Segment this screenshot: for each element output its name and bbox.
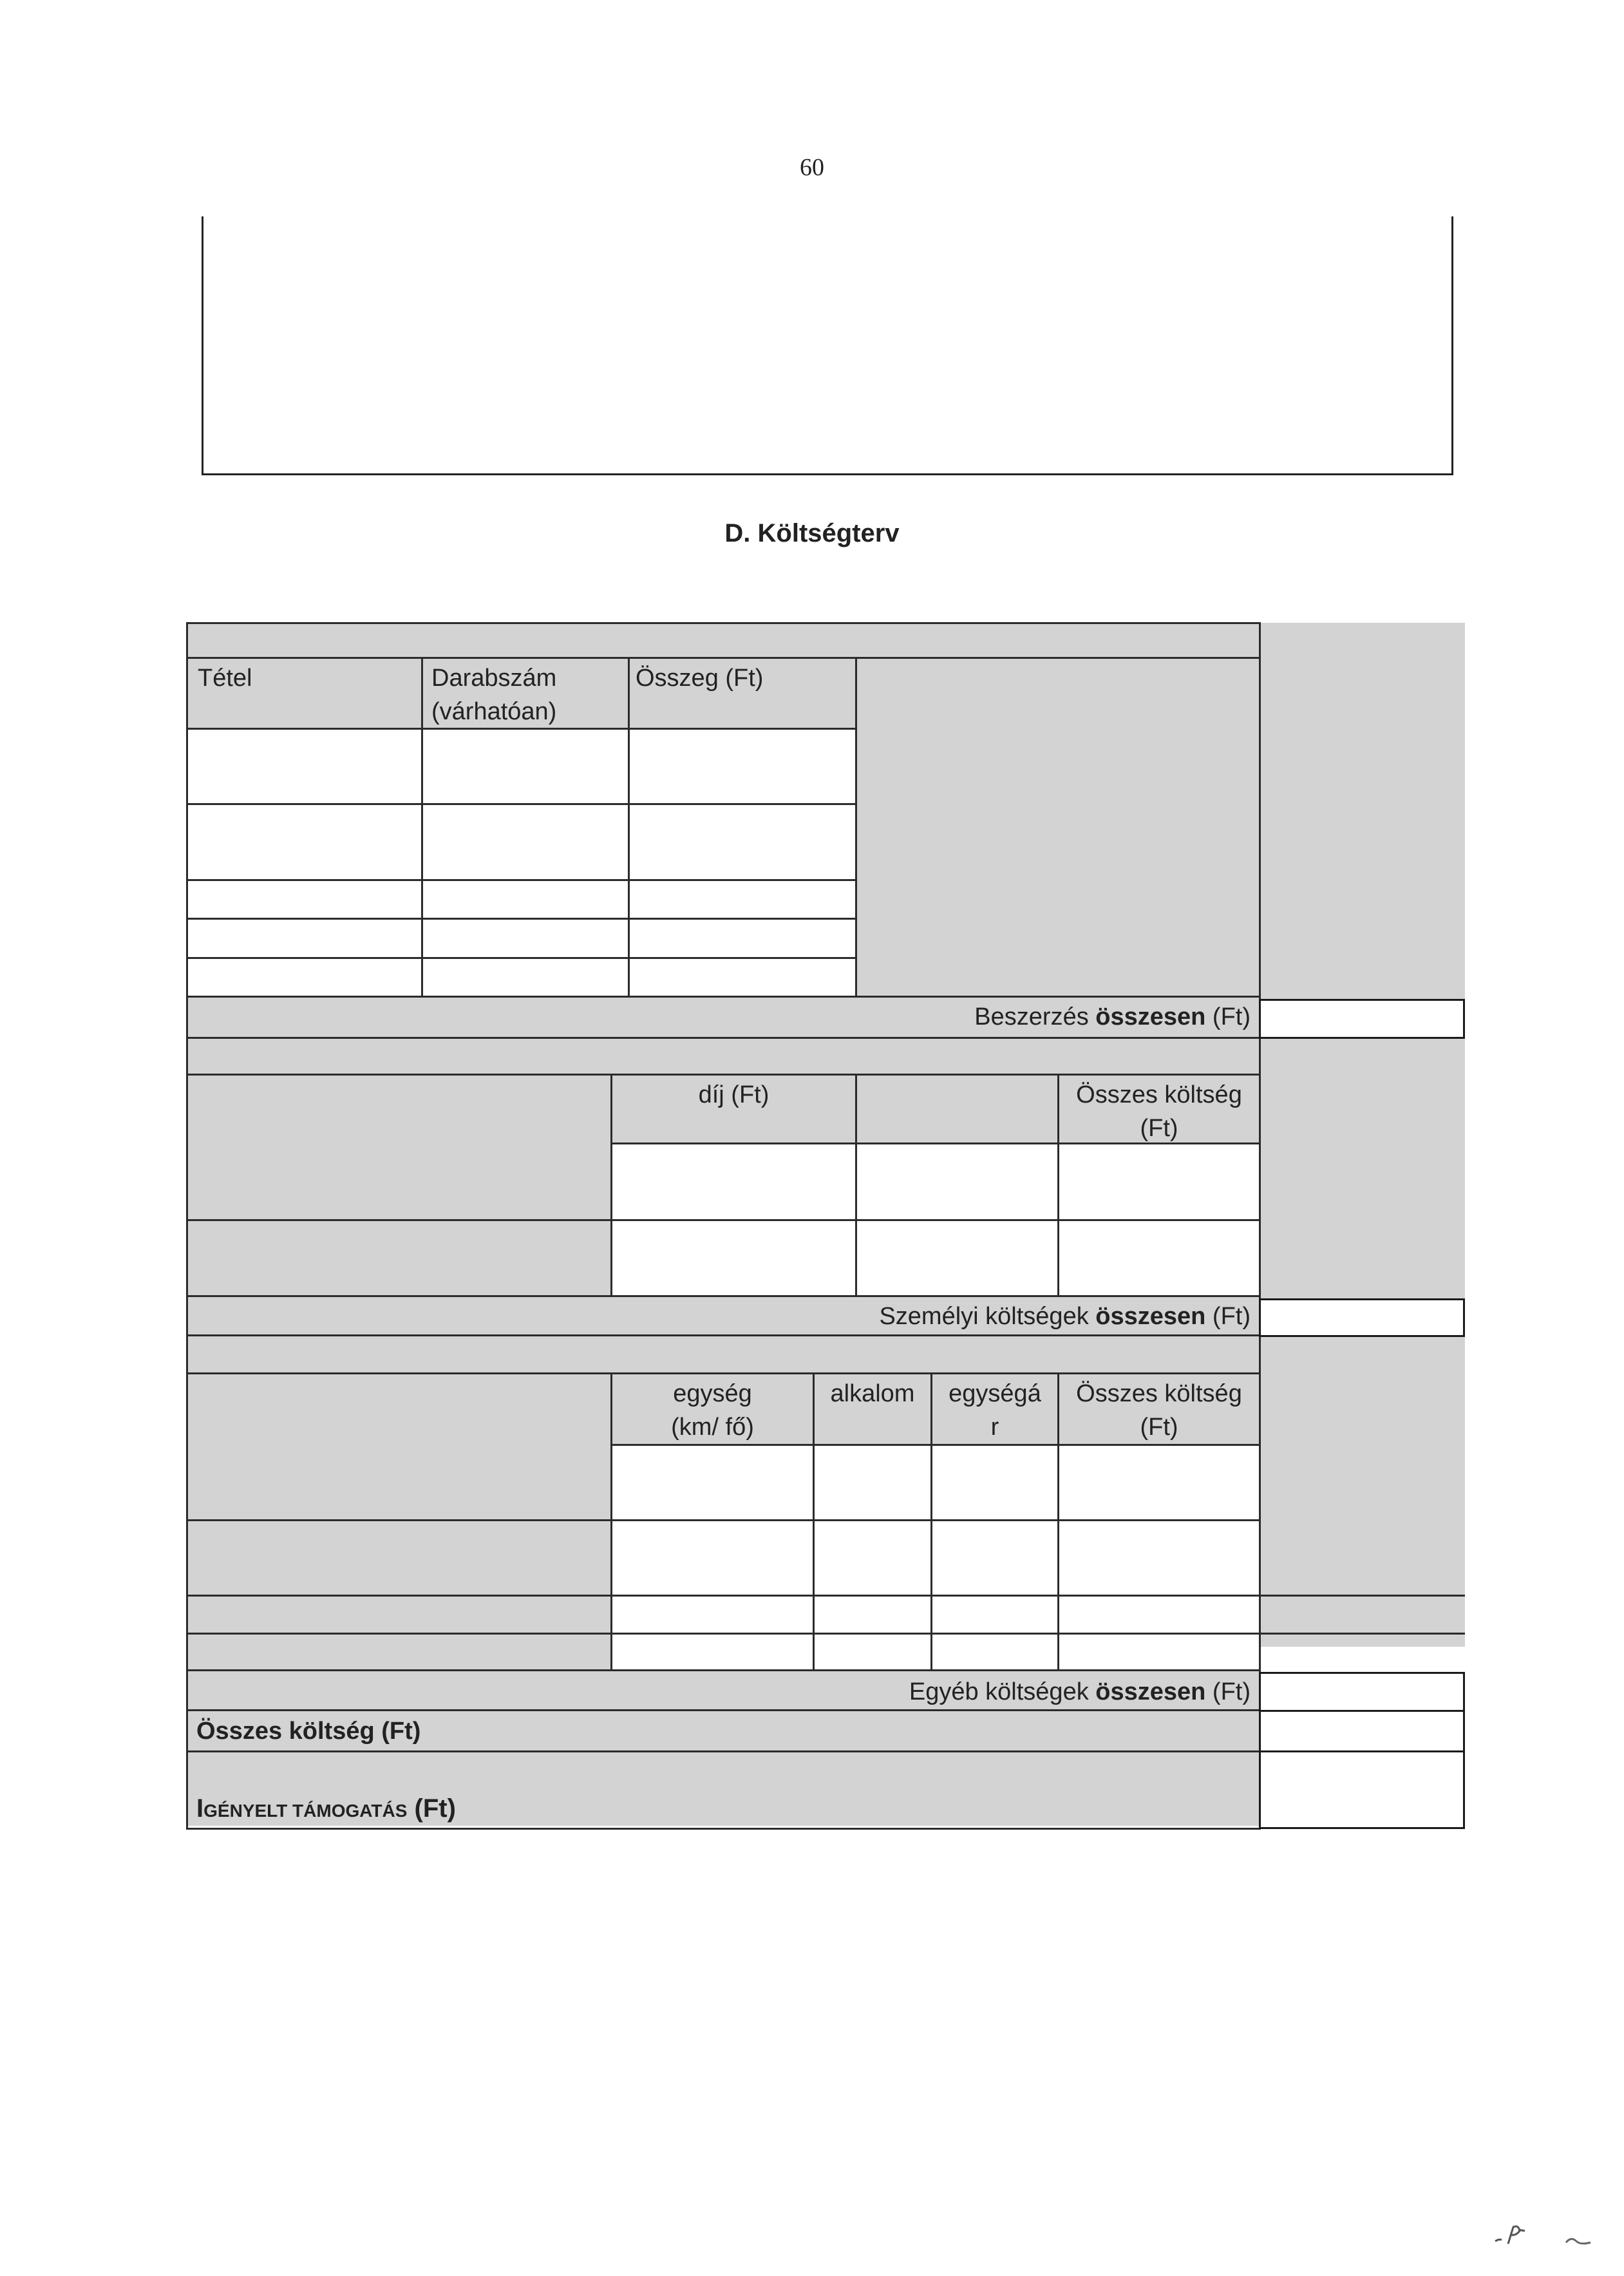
label-part: GÉNYELT TÁMOGATÁS (203, 1801, 408, 1821)
rule (187, 957, 856, 959)
header-other-total: Összes költség (1076, 1380, 1242, 1407)
header-amount: Összeg (Ft) (636, 665, 764, 692)
label-emphasis: összesen (1095, 1003, 1206, 1030)
other-total-label (644, 1674, 1251, 1710)
personnel-total-label (644, 1298, 1251, 1334)
rule (628, 658, 630, 997)
label-part: (Ft) (1205, 1303, 1251, 1330)
header-unit: egység (673, 1380, 752, 1407)
section-title: D. Költségterv (724, 519, 900, 547)
other-rows-area (612, 1444, 1259, 1669)
label-emphasis: összesen (1095, 1678, 1206, 1705)
procurement-total-label (644, 999, 1251, 1035)
label-part: Személyi költségek (879, 1303, 1096, 1330)
header-quantity-sub: (várhatóan) (431, 698, 557, 725)
header-other-total-unit: (Ft) (1140, 1414, 1178, 1441)
table-divider-right (1259, 622, 1261, 1830)
page-number: 60 (800, 154, 824, 181)
header-quantity: Darabszám (431, 665, 557, 692)
rule (855, 658, 857, 997)
procurement-total-field[interactable] (1259, 999, 1465, 1039)
rule (187, 1074, 1260, 1076)
rule (187, 1750, 1260, 1752)
rule (421, 658, 423, 997)
label-part: (Ft) (1205, 1678, 1251, 1705)
procurement-rows-area (187, 729, 856, 996)
rule (187, 879, 856, 881)
header-personnel-total-unit: (Ft) (1140, 1115, 1178, 1142)
table-top-border (187, 622, 1260, 624)
header-unit-price: egységá (949, 1380, 1041, 1407)
label-part: Beszerzés (974, 1003, 1096, 1030)
rule (187, 1219, 1259, 1221)
handwritten-initials (1487, 2214, 1603, 2253)
rule (187, 1595, 1465, 1597)
label-part: I (196, 1794, 204, 1823)
rule (813, 1374, 815, 1671)
grand-total-label: Összes költség (Ft) (196, 1718, 421, 1745)
rule (187, 1295, 1260, 1297)
rule (187, 1669, 1260, 1671)
requested-support-label (196, 1790, 456, 1829)
header-occasion: alkalom (830, 1380, 915, 1407)
table-shading-right (1259, 623, 1465, 1647)
label-part: Egyéb költségek (909, 1678, 1096, 1705)
rule (187, 1633, 1465, 1635)
personnel-total-field[interactable] (1259, 1298, 1465, 1337)
rule (187, 1334, 1260, 1336)
text-box-continuation (202, 216, 1453, 475)
grand-total-field[interactable] (1259, 1710, 1465, 1752)
rule (187, 1372, 1260, 1374)
rule (187, 918, 856, 920)
header-unit-sub: (km/ fő) (671, 1414, 754, 1441)
rule (187, 1519, 1259, 1521)
rule (187, 657, 1260, 659)
label-part: (Ft) (407, 1794, 456, 1823)
label-part: (Ft) (1205, 1003, 1251, 1030)
rule (187, 1037, 1260, 1039)
requested-support-field[interactable] (1259, 1750, 1465, 1829)
rule (855, 1075, 857, 1296)
header-fee: díj (Ft) (698, 1081, 770, 1108)
rule (187, 996, 1260, 998)
header-unit-price-cont: r (990, 1414, 999, 1441)
rule (187, 803, 856, 805)
other-total-field[interactable] (1259, 1672, 1465, 1712)
header-personnel-total: Összes költség (1076, 1081, 1242, 1108)
label-emphasis: összesen (1095, 1303, 1206, 1330)
header-item: Tétel (198, 665, 252, 692)
